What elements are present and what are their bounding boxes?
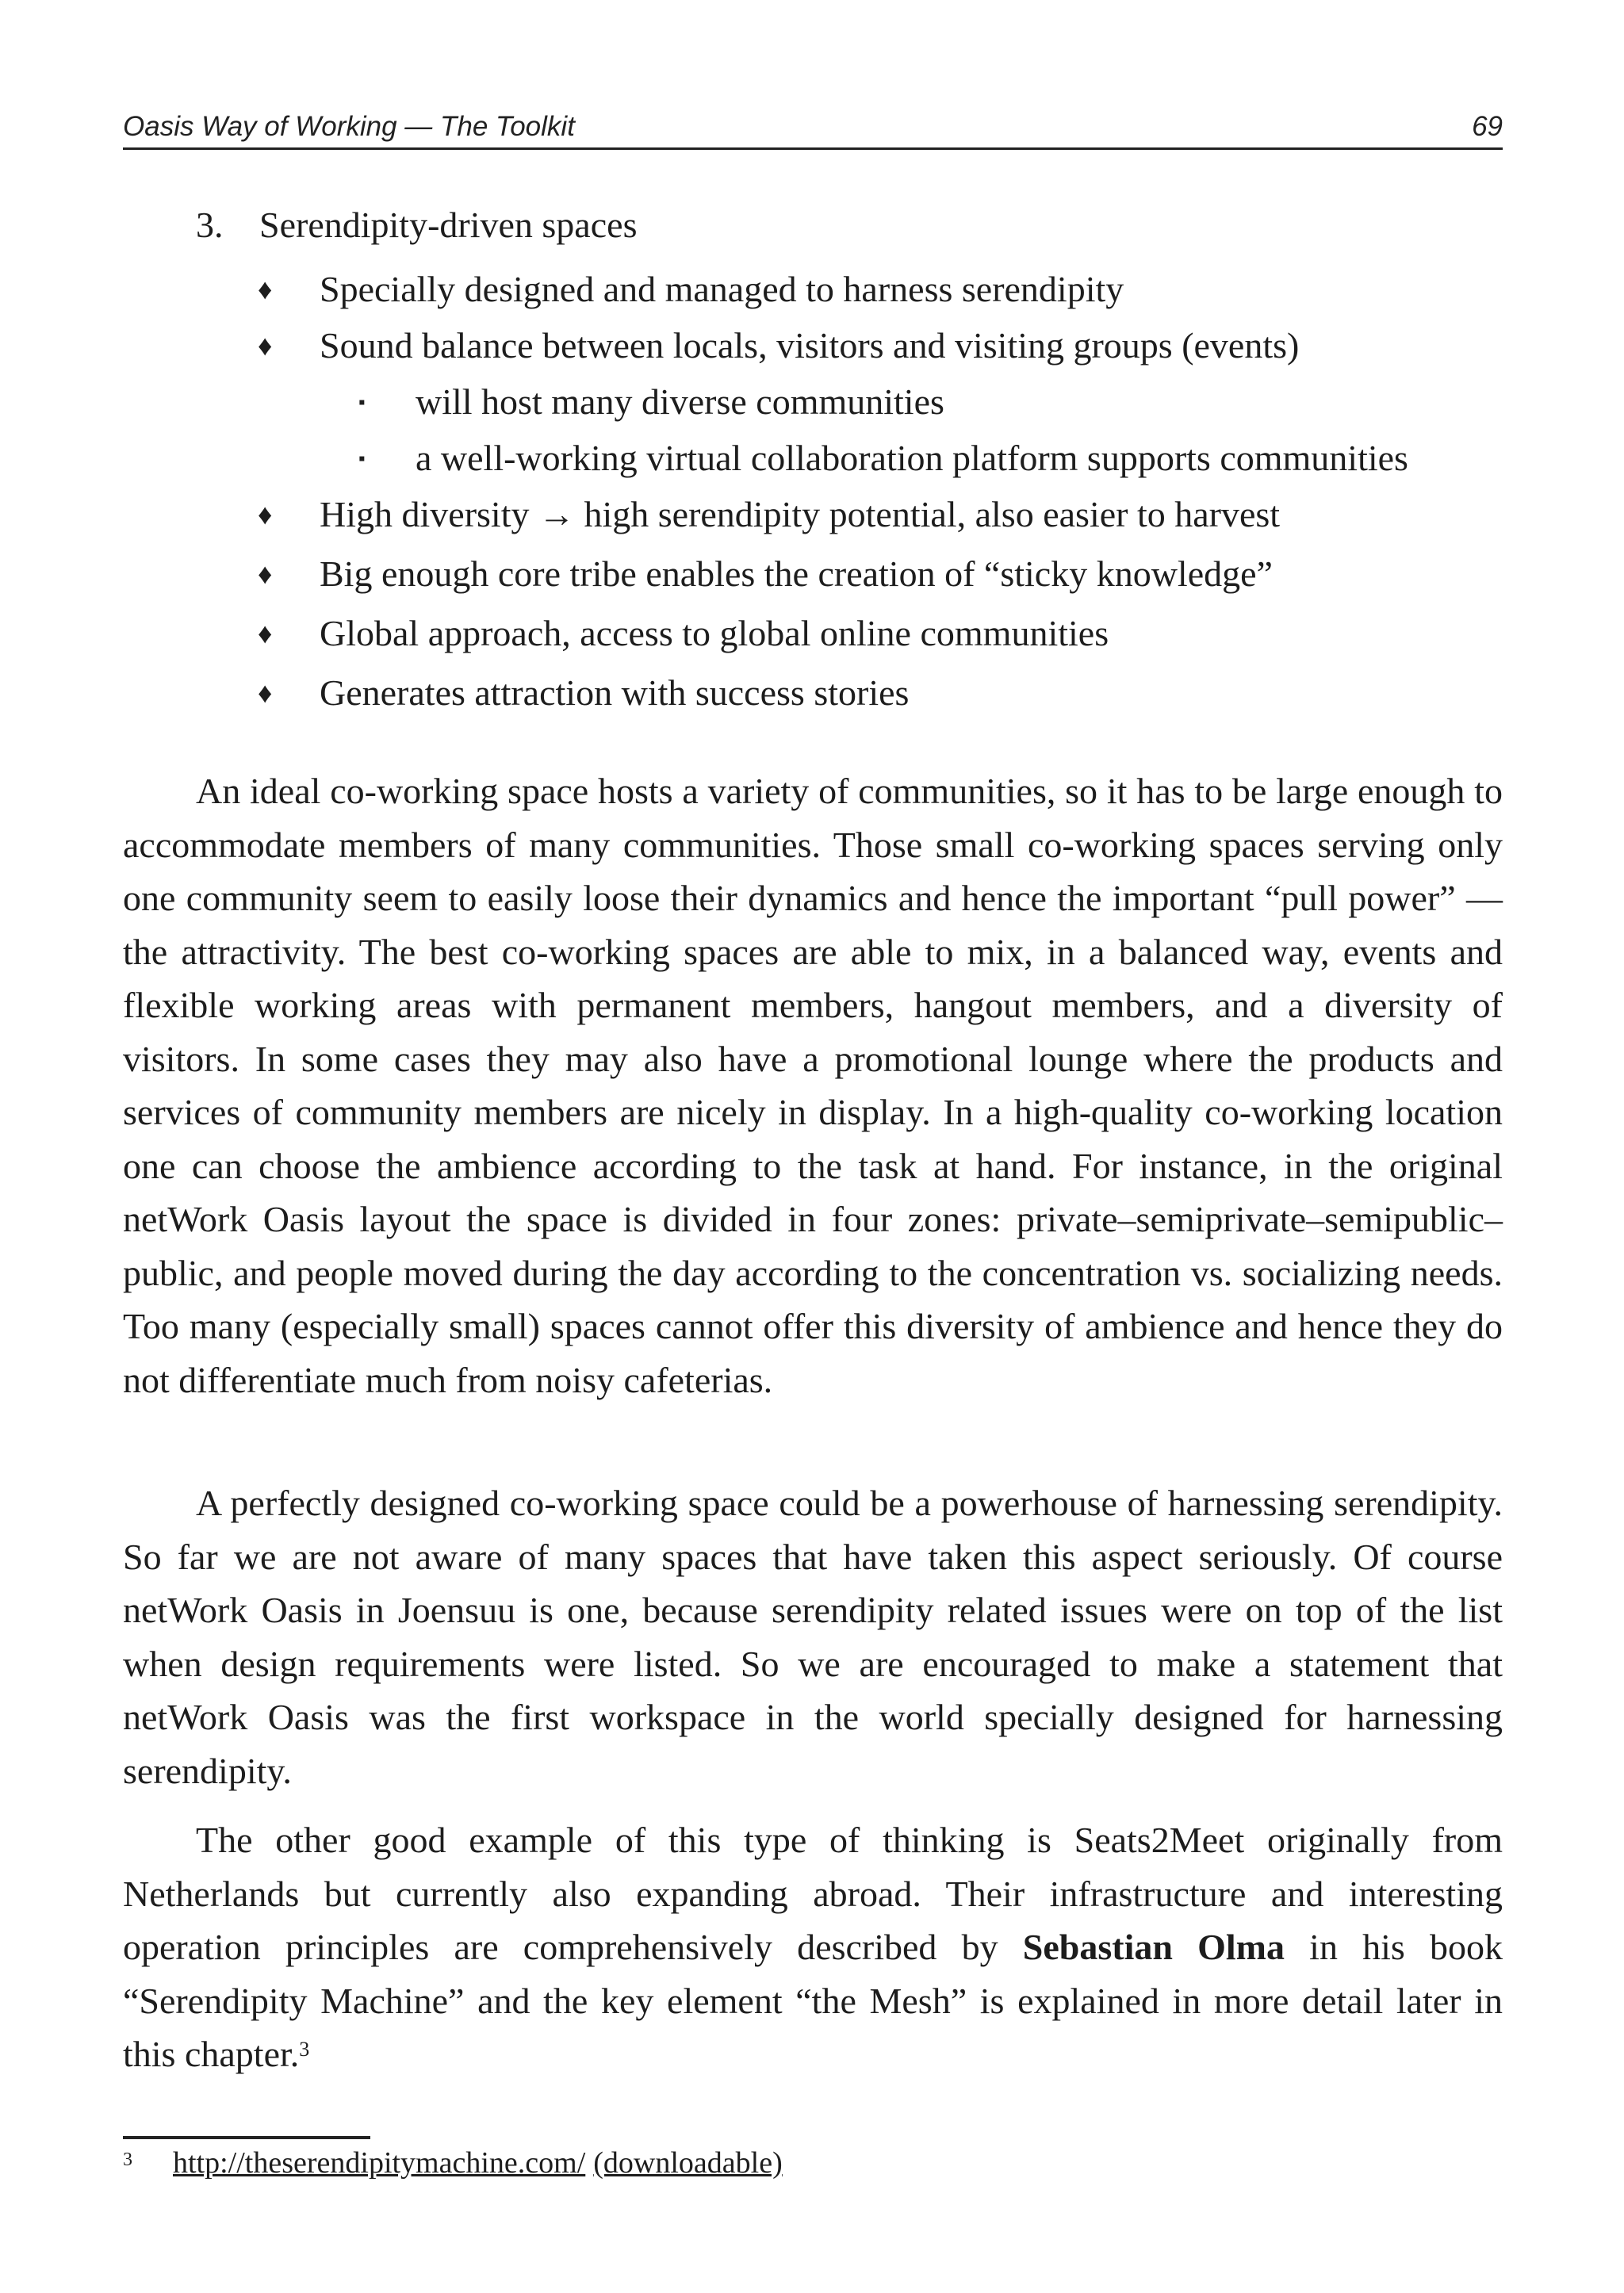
footnote-marker: 3 <box>123 2149 132 2170</box>
sub-bullet-text: will host many diverse communities <box>416 381 944 422</box>
bullet-text: Generates attraction with success stories <box>320 672 910 713</box>
diamond-bullet-icon: ♦ <box>258 558 273 590</box>
footnote-link <box>173 2139 783 2187</box>
author-name: Sebastian Olma <box>1022 1927 1285 1967</box>
bullet-text: Sound balance between locals, visitors and visiting groups (events) <box>320 325 1300 366</box>
running-title: Oasis Way of Working — The Toolkit <box>123 111 575 142</box>
list-heading <box>196 201 637 249</box>
sub-bullet-text: a well-working virtual collaboration platform supports communities <box>416 438 1408 478</box>
square-bullet-icon: ▪ <box>358 392 366 413</box>
diamond-bullet-icon: ♦ <box>258 677 273 709</box>
diamond-bullet-icon: ♦ <box>258 618 273 649</box>
footnote-url[interactable]: http://theserendipitymachine.com/ <box>173 2146 586 2180</box>
footnote-note: (downloadable) <box>593 2146 783 2180</box>
running-header <box>123 106 1503 150</box>
bullet-text: High diversity → high serendipity potential, also easier to harvest <box>320 494 1281 534</box>
body-paragraph-1: An ideal co-working space hosts a variety of communities, so it has to be large enough to accommodate members of many communities. Those small co-working spaces serving only one community seem to easily loose their dynamics and hence the important “pull power” — the attractivity. The best co-working spaces are able to mix, in a balanced way, events and flexible working areas with permanent members, hangout members, and a diversity of visitors. In some cases they may also have a promotional lounge where the products and services of community members are nicely in display. In a high-quality co-working location one can choose the ambience according to the task at hand. For instance, in the original netWork Oasis layout the space is divided in four zones: private–semiprivate–semipublic–public, and people moved during the day according to the concentration vs. socializing needs. Too many (especially small) spaces cannot offer this diversity of ambience and hence they do not differentiate much from noisy cafeterias. <box>123 771 1503 1400</box>
body-paragraph-2: A perfectly designed co-working space could be a powerhouse of harnessing serendipity. So far we are not aware of many spaces that have taken this aspect seriously. Of course netWork Oasis in Joensuu is one, because serendipity related issues were on top of the list when design requirements were listed. So we are encouraged to make a statement that netWork Oasis was the first workspace in the world specially designed for harnessing serendipity. <box>123 1483 1503 1791</box>
body-paragraph-3 <box>123 1813 1503 2081</box>
footnote-reference[interactable]: 3 <box>299 2038 310 2061</box>
bullet-text: Global approach, access to global online communities <box>320 613 1109 653</box>
square-bullet-icon: ▪ <box>358 449 366 469</box>
paragraph-text: in his book “Serendipity Machine” and the key element “the Mesh” is explained in more detail later in this chapter. <box>123 1927 1503 2074</box>
paragraph-text: The other good example of this type of thinking is Seats2Meet originally from Netherlands but currently also expanding abroad. Their infrastructure and interesting operation principles are comprehensively described by <box>123 1820 1503 1967</box>
diamond-bullet-icon: ♦ <box>258 274 273 305</box>
bullet-text: Specially designed and managed to harness serendipity <box>320 269 1124 309</box>
list-number: 3. <box>196 205 224 245</box>
bullet-text: Big enough core tribe enables the creation of “sticky knowledge” <box>320 553 1273 594</box>
page-number: 69 <box>1472 111 1503 142</box>
diamond-bullet-icon: ♦ <box>258 330 273 362</box>
diamond-bullet-icon: ♦ <box>258 499 273 530</box>
list-heading-text: Serendipity-driven spaces <box>259 205 638 245</box>
